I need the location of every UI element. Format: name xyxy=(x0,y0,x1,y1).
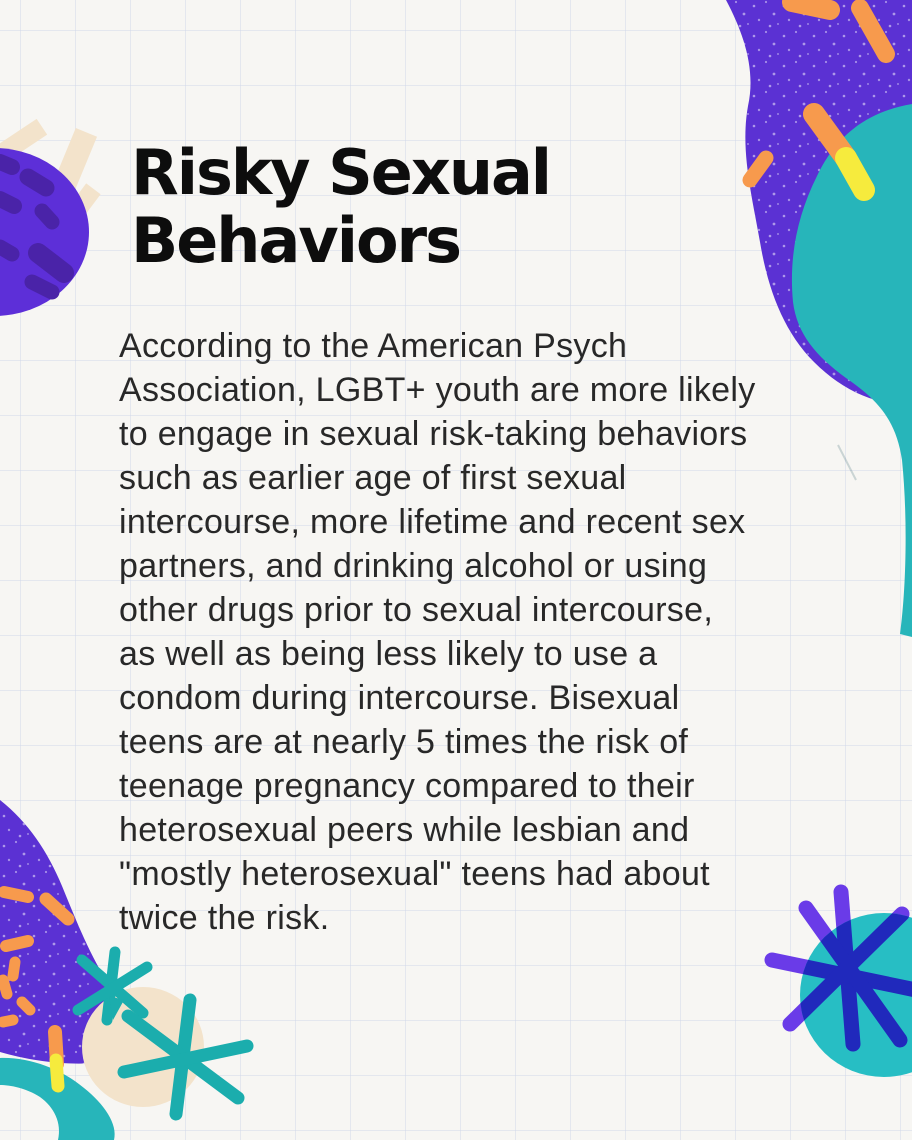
body-line: "mostly heterosexual" teens had about xyxy=(119,855,710,893)
body-line: teenage pregnancy compared to their xyxy=(119,767,695,805)
body-line: heterosexual peers while lesbian and xyxy=(119,811,690,849)
title-line: Behaviors xyxy=(131,204,461,277)
body-line: Association, LGBT+ youth are more likely xyxy=(119,371,756,409)
body-line: partners, and drinking alcohol or using xyxy=(119,547,708,585)
yellow-dash-tip-icon xyxy=(56,1060,58,1086)
body-line: condom during intercourse. Bisexual xyxy=(119,679,680,717)
body-line: According to the American Psych xyxy=(119,327,628,365)
teal-blob-scratch xyxy=(838,445,856,480)
body-line: as well as being less likely to use a xyxy=(119,635,658,673)
title-line: Risky Sexual xyxy=(131,136,551,209)
body-line: teens are at nearly 5 times the risk of xyxy=(119,723,689,761)
body-line: such as earlier age of first sexual xyxy=(119,459,627,497)
top-left-decoration xyxy=(0,132,89,316)
body-line: other drugs prior to sexual intercourse, xyxy=(119,591,714,629)
body-paragraph xyxy=(119,324,839,940)
body-line: twice the risk. xyxy=(119,899,330,937)
body-line: intercourse, more lifetime and recent sex xyxy=(119,503,746,541)
page-title xyxy=(131,136,551,277)
body-line: to engage in sexual risk-taking behaviors xyxy=(119,415,748,453)
